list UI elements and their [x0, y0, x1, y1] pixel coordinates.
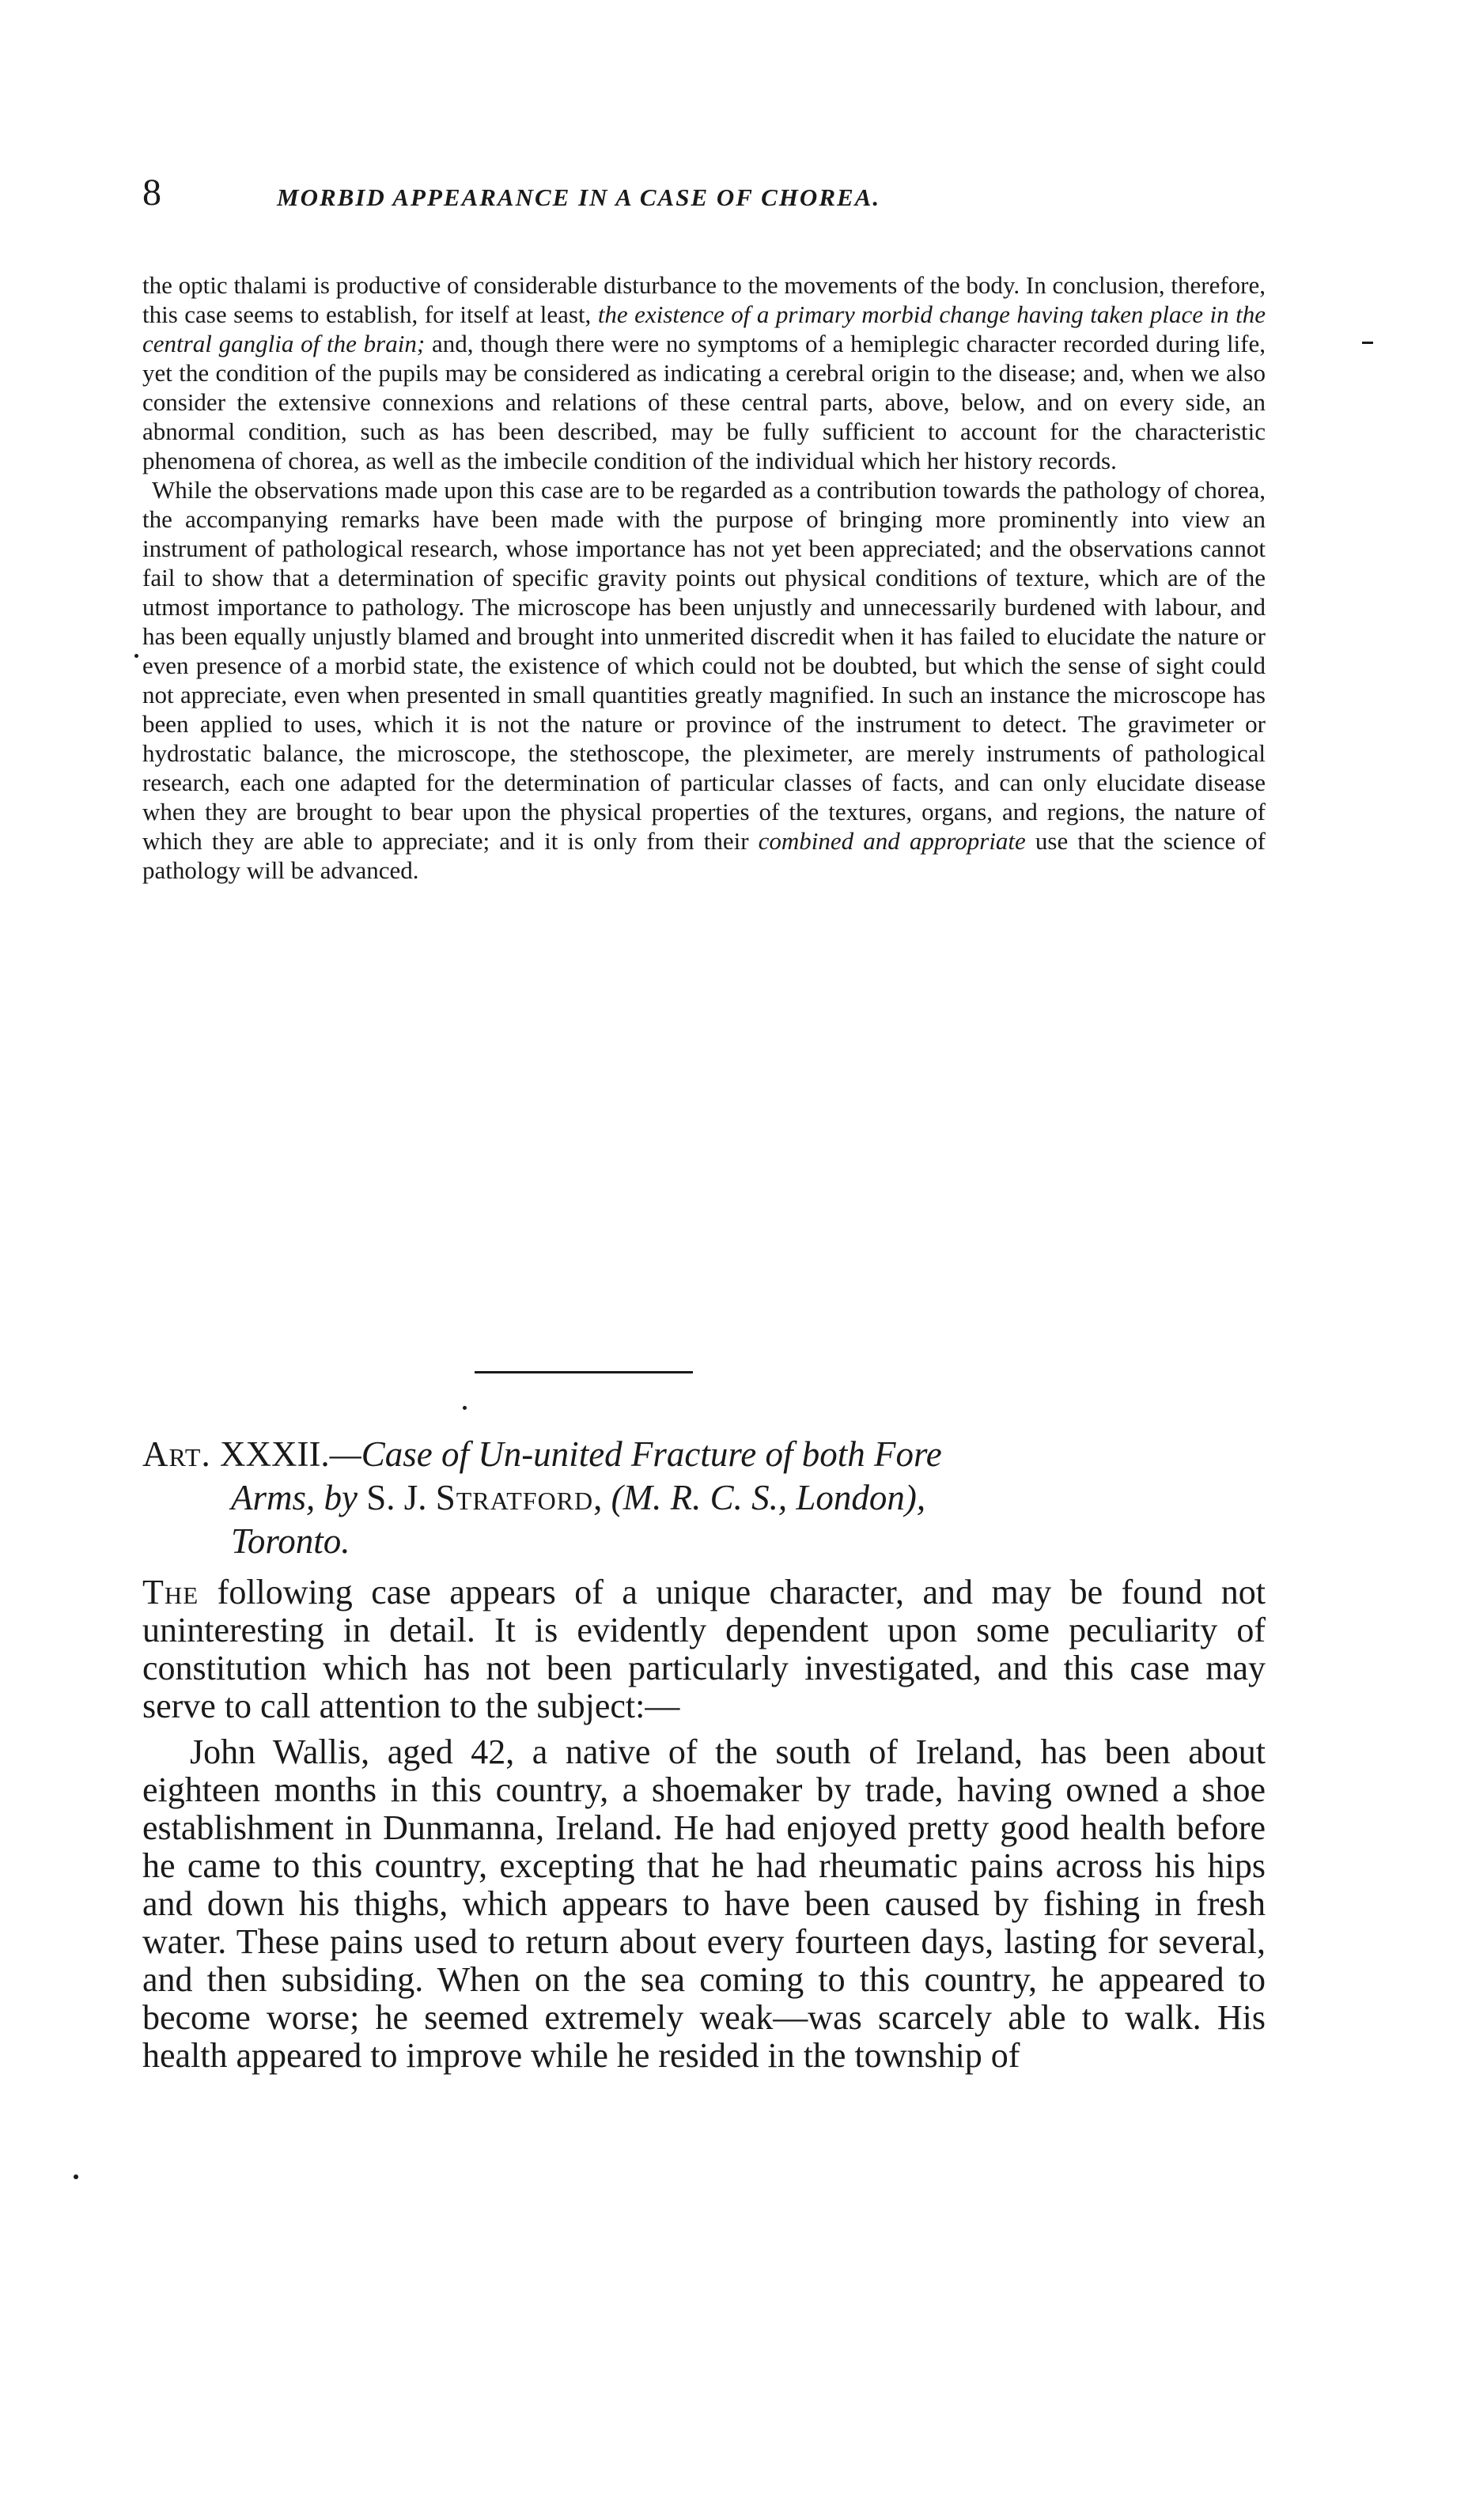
paragraph-text: and, though there were no symptoms of a hemiplegic character recorded during life, yet the condition of the pupils may be considered as indicating a cerebral origin to the disease; and, when we also consider the extensive connexions and relations of these central parts, above, below, and on every side, an abnormal condition, such as has been described, may be fully sufficient to account for the characteristic phenomena of chorea, as well as the imbecile condition of the individual which her history records.	[142, 330, 1266, 474]
running-title: MORBID APPEARANCE IN A CASE OF CHOREA.	[277, 183, 881, 211]
margin-speck	[134, 654, 138, 658]
lead-word: The	[142, 1573, 199, 1611]
page-number: 8	[142, 172, 161, 213]
article-body	[142, 1574, 1266, 2075]
paragraph	[142, 1574, 1266, 1725]
section-divider	[475, 1371, 693, 1373]
paragraph	[142, 270, 1266, 475]
article-heading	[142, 1433, 1266, 1563]
article-number: XXXII.	[210, 1434, 330, 1474]
margin-speck	[1362, 342, 1373, 344]
italic-emphasis: combined and appropriate	[758, 827, 1026, 855]
paragraph	[142, 475, 1266, 885]
author-surname: Stratford	[435, 1478, 594, 1517]
article-title-continued: Arms, by	[231, 1478, 358, 1517]
article-prefix: Art.	[142, 1434, 211, 1474]
running-head	[142, 169, 1297, 217]
author-credentials: (M. R. C. S., London),	[611, 1478, 926, 1517]
margin-speck	[74, 2174, 78, 2179]
paragraph-text: John Wallis, aged 42, a native of the south of Ireland, has been about eighteen months in this country, a shoemaker by trade, having owned a shoe establishment in Dunmanna, Ireland. He had enjoyed pretty good health before he came to this country, excepting that he had rheumatic pains across his hips and down his thighs, which appears to have been caused by fishing in fresh water. These pains used to return about every fourteen days, lasting for several, and then subsiding. When on the sea coming to this country, he appeared to become worse; he seemed extremely weak—was scarcely able to walk. His health appeared to improve while he resided in the township of	[142, 1732, 1266, 2075]
author-initials: S. J.	[357, 1478, 436, 1517]
paragraph-text: While the observations made upon this case are to be regarded as a contribution towards the pathology of chorea, the accompanying remarks have been made with the purpose of bringing more prominently into view an instrument of pathological research, whose importance has not yet been appreciated; and the observations cannot fail to show that a determination of specific gravity points out physical conditions of texture, which are of the utmost importance to pathology. The microscope has been unjustly and unnecessarily burdened with labour, and has been equally unjustly blamed and brought into unmerited discredit when it has failed to elucidate the nature or even presence of a morbid state, the existence of which could not be doubted, but which the sense of sight could not appreciate, even when presented in small quantities greatly magnified. In such an instance the microscope has been applied to uses, which it is not the nature or province of the instrument to detect. The gravimeter or hydrostatic balance, the microscope, the stethoscope, the pleximeter, are merely instruments of pathological research, each one adapted for the determination of particular classes of facts, and can only elucidate disease when they are brought to bear upon the physical properties of the textures, organs, and regions, the nature of which they are able to appreciate; and it is only from their	[142, 476, 1266, 855]
margin-speck	[463, 1406, 467, 1410]
previous-article-text	[142, 270, 1266, 885]
heading-line	[142, 1476, 1266, 1520]
paragraph-text: following case appears of a unique character, and may be found not uninteresting in detail. It is evidently dependent upon some peculiarity of constitution which has not been particularly investigated, and this case may serve to call attention to the subject:—	[142, 1573, 1266, 1725]
article-title: —Case of Un-united Fracture of both Fore	[329, 1434, 942, 1474]
italic-emphasis: the existence of a primary morbid change having taken place in the central ganglia of the brain;	[142, 300, 1266, 357]
paragraph-text: the optic thalami is productive of considerable disturbance to the movements of the body. In conclusion, therefore, this case seems to establish, for itself at least,	[142, 271, 1266, 328]
heading-line	[142, 1520, 1266, 1563]
heading-line	[142, 1433, 1266, 1476]
author-separator: ,	[593, 1478, 611, 1517]
paragraph	[142, 1733, 1266, 2075]
paragraph-text: use that the science of pathology will be advanced.	[142, 827, 1266, 884]
author-place: Toronto.	[231, 1521, 350, 1561]
